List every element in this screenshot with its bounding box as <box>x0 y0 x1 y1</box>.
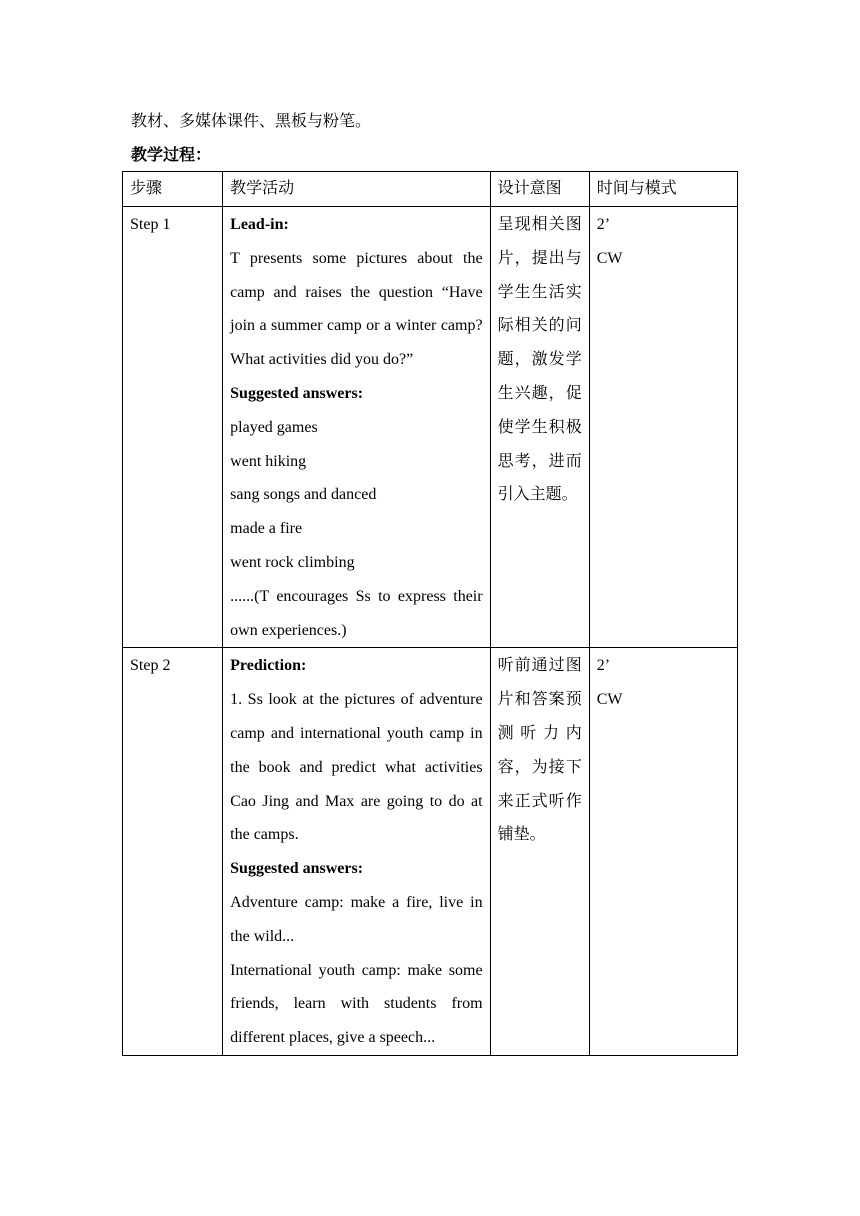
table-header-row <box>123 172 738 207</box>
activity-cell <box>223 207 490 648</box>
table-row <box>123 207 738 648</box>
answer-line: International youth camp: make some friends, learn with students from different places, give a speech... <box>230 961 483 1047</box>
activity-title: Lead-in: <box>230 216 289 233</box>
answer-line: made a fire <box>230 520 303 538</box>
mode-value: CW <box>596 249 623 267</box>
answers-title: Suggested answers: <box>230 860 364 878</box>
materials-line: 教材、多媒体课件、黑板与粉笔。 <box>131 113 372 130</box>
answer-line: ......(T encourages Ss to express their own experiences.) <box>230 587 483 639</box>
header-step: 步骤 <box>123 172 223 207</box>
time-mode-cell <box>589 207 737 648</box>
activity-intro: T presents some pictures about the camp and raises the question “Have join a summer camp or a winter camp? What activities did you do?” <box>230 249 483 369</box>
mode-value: CW <box>596 691 623 709</box>
activity-intro: 1. Ss look at the pictures of adventure camp and international youth camp in the book and predict what activities Cao Jing and Max are going to do at the camps. <box>230 691 483 844</box>
time-value: 2’ <box>596 216 611 233</box>
time-value: 2’ <box>596 657 611 675</box>
table-row <box>123 648 738 1056</box>
answer-line: played games <box>230 418 318 436</box>
lesson-table <box>122 171 738 1056</box>
header-intent: 设计意图 <box>490 172 589 207</box>
answer-line: went hiking <box>230 452 307 470</box>
intent-cell: 呈现相关图片，提出与学生生活实际相关的问题，激发学生兴趣，促使学生积极思考，进而引入主题。 <box>490 207 589 648</box>
answers-title: Suggested answers: <box>230 384 364 402</box>
process-heading: 教学过程： <box>131 147 212 164</box>
step-cell: Step 2 <box>123 648 223 1056</box>
answer-line: sang songs and danced <box>230 486 377 504</box>
answer-line: went rock climbing <box>230 553 355 571</box>
time-mode-cell <box>589 648 737 1056</box>
answer-line: Adventure camp: make a fire, live in the wild... <box>230 893 483 945</box>
header-activity: 教学活动 <box>223 172 490 207</box>
activity-cell <box>223 648 490 1056</box>
intent-cell: 听前通过图片和答案预测听力内容，为接下来正式听作铺垫。 <box>490 648 589 1056</box>
step-cell: Step 1 <box>123 207 223 648</box>
activity-title: Prediction: <box>230 657 307 675</box>
header-time-mode: 时间与模式 <box>589 172 737 207</box>
